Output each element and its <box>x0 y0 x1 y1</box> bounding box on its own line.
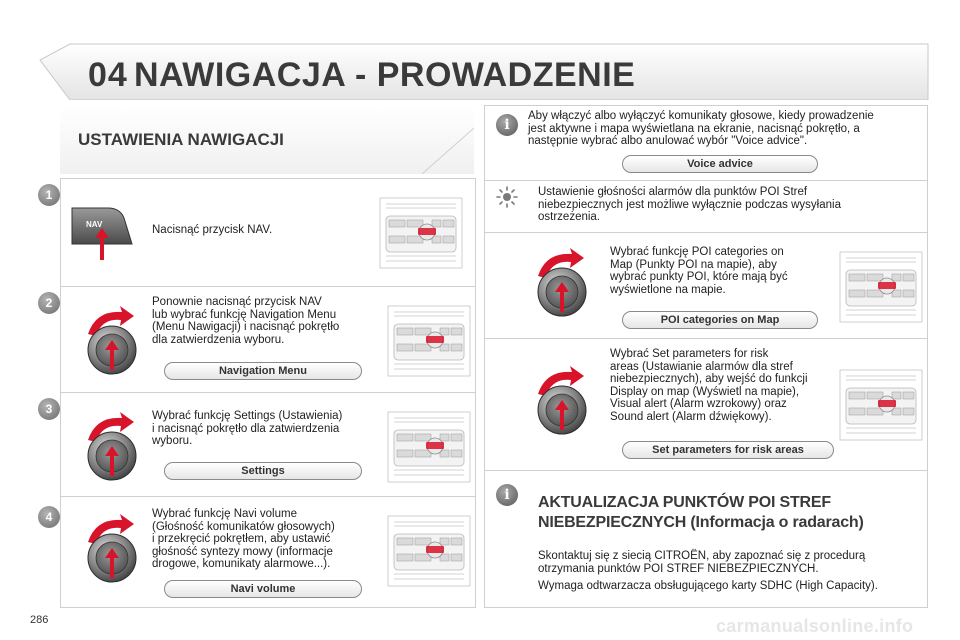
update-title-line-2: NIEBEZPIECZNYCH (Informacja o radarach) <box>538 514 864 531</box>
row-divider <box>484 470 928 471</box>
rotary-knob-step-3 <box>78 410 144 484</box>
step-badge-1: 1 <box>38 184 60 206</box>
navi-volume-pill: Navi volume <box>164 580 362 598</box>
step-badge-2: 2 <box>38 292 60 314</box>
chapter-title: NAWIGACJA - PROWADZENIE <box>134 56 636 94</box>
info-icon: i <box>496 114 518 136</box>
chapter-number: 04 <box>88 56 128 94</box>
row-divider <box>60 286 476 287</box>
step-2-text: Ponownie nacisnąć przycisk NAV lub wybrać funkcję Navigation Menu (Menu Nawigacji) i nacisnąć pokrętło dla zatwierdzenia wyboru. <box>152 296 340 346</box>
update-paragraph-1: Skontaktuj się z siecią CITROËN, aby zapoznać się z procedurą otrzymania punktów POI STREF NIEBEZPIECZNYCH. <box>538 550 866 575</box>
page-number: 286 <box>30 614 49 626</box>
sun-tip-icon <box>496 186 518 208</box>
navigation-menu-pill: Navigation Menu <box>164 362 362 380</box>
step-1-text: Nacisnąć przycisk NAV. <box>152 224 273 236</box>
info-icon: i <box>496 484 518 506</box>
voice-advice-pill: Voice advice <box>622 155 818 173</box>
rotary-knob-step-2 <box>78 304 144 378</box>
section-title: USTAWIENIA NAWIGACJI <box>78 130 284 149</box>
radio-device-thumbnail <box>378 196 464 270</box>
step-6-text: Wybrać Set parameters for risk areas (Ustawianie alarmów dla stref niebezpiecznych), aby wejść do funkcji Display on map (Wyświetl na mapie), Visual alert (Alarm wzrokowy) oraz Sound alert (Alarm dźwiękowy). <box>610 348 808 423</box>
step-badge-4: 4 <box>38 506 60 528</box>
set-parameters-pill: Set parameters for risk areas <box>622 441 834 459</box>
row-divider <box>60 392 476 393</box>
tip-text: Ustawienie głośności alarmów dla punktów POI Stref niebezpiecznych jest możliwe wyłącznie podczas wysyłania ostrzeżenia. <box>538 186 841 224</box>
radio-device-thumbnail <box>386 304 472 378</box>
rotary-knob-step-5 <box>528 246 594 320</box>
nav-button-illustration <box>70 194 140 264</box>
rotary-knob-step-6 <box>528 364 594 438</box>
step-3-text: Wybrać funkcję Settings (Ustawienia) i nacisnąć pokrętło dla zatwierdzenia wyboru. <box>152 410 343 448</box>
step-badge-3: 3 <box>38 398 60 420</box>
radio-device-thumbnail <box>838 250 924 324</box>
rotary-knob-step-4 <box>78 512 144 586</box>
radio-device-thumbnail <box>386 514 472 588</box>
row-divider <box>484 338 928 339</box>
voice-advice-info-text: Aby włączyć albo wyłączyć komunikaty głosowe, kiedy prowadzenie jest aktywne i mapa wyświetlana na ekranie, nacisnąć pokrętło, a następnie wybrać albo anulować wybór "Voice advice". <box>528 110 874 148</box>
row-divider <box>60 496 476 497</box>
row-divider <box>484 232 928 233</box>
radio-device-thumbnail <box>386 410 472 484</box>
page-header <box>0 0 960 100</box>
radio-device-thumbnail <box>838 368 924 442</box>
row-divider <box>484 180 928 181</box>
settings-pill: Settings <box>164 462 362 480</box>
nav-button-label: NAV <box>86 220 103 229</box>
update-paragraph-2: Wymaga odtwarzacza obsługującego karty SDHC (High Capacity). <box>538 580 878 592</box>
step-4-text: Wybrać funkcję Navi volume (Głośność komunikatów głosowych) i przekręcić pokrętłem, aby ustawić głośność syntezy mowy (informacje drogowe, komunikaty alarmowe...). <box>152 508 335 571</box>
watermark: carmanualsonline.info <box>716 616 914 636</box>
step-5-text: Wybrać funkcję POI categories on Map (Punkty POI na mapie), aby wybrać punkty POI, które mają być wyświetlone na mapie. <box>610 246 788 296</box>
poi-categories-pill: POI categories on Map <box>622 311 818 329</box>
update-title-line-1: AKTUALIZACJA PUNKTÓW POI STREF <box>538 494 831 511</box>
